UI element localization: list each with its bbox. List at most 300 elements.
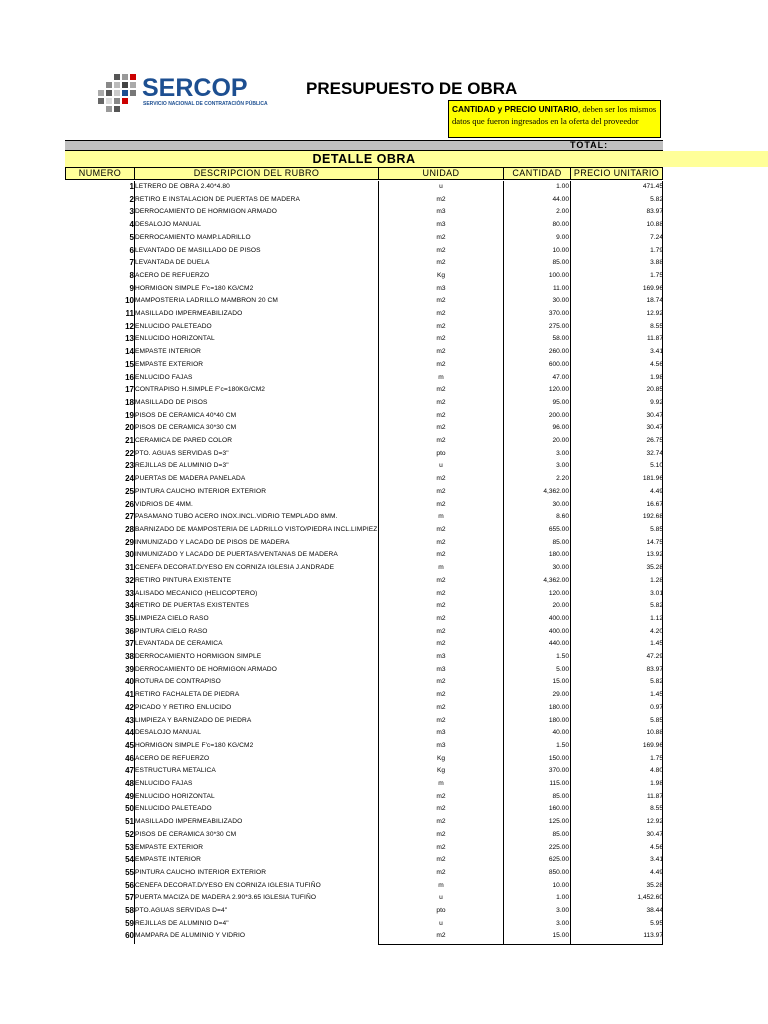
table-row: [65, 918, 663, 931]
row-number: 30: [125, 550, 134, 560]
row-unit-price: 9.92: [650, 398, 663, 406]
row-description: CENEFA DECORAT.D/YESO EN CORNIZA IGLESIA TUFIÑO: [135, 881, 321, 889]
row-description: HORMIGON SIMPLE F'c=180 KG/CM2: [135, 741, 254, 749]
row-number: 25: [125, 486, 134, 496]
row-unit-price: 5.85: [650, 525, 663, 533]
row-unit-price: 11.87: [646, 335, 663, 343]
row-unit: m2: [436, 716, 446, 724]
row-unit-price: 4.49: [650, 487, 663, 495]
row-quantity: 225.00: [548, 843, 569, 851]
row-description: ENLUCIDO HORIZONTAL: [135, 792, 215, 800]
row-unit: m2: [436, 538, 446, 546]
table-row: [65, 588, 663, 601]
row-unit: m: [438, 780, 444, 788]
table-row: [65, 765, 663, 778]
row-unit-price: 7.24: [650, 233, 663, 241]
row-description: DERROCAMIENTO DE HORMIGON ARMADO: [135, 665, 277, 673]
row-unit-price: 1.28: [650, 576, 663, 584]
table-row: [65, 613, 663, 626]
row-description: MAMPOSTERIA LADRILLO MAMBRON 20 CM: [135, 297, 278, 305]
row-number: 27: [125, 512, 134, 522]
row-unit-price: 26.75: [646, 437, 663, 445]
table-row: [65, 715, 663, 728]
row-unit: m2: [436, 856, 446, 864]
table-row: [65, 829, 663, 842]
row-description: PTO.AGUAS SERVIDAS D=4": [135, 907, 228, 915]
table-row: [65, 575, 663, 588]
row-quantity: 10.00: [552, 246, 569, 254]
row-quantity: 625.00: [548, 856, 569, 864]
row-quantity: 1.50: [556, 741, 569, 749]
row-description: BARNIZADO DE MAMPOSTERIA DE LADRILLO VISTO/PIEDRA INCL.LIMPIEZ: [135, 525, 378, 533]
row-quantity: 655.00: [548, 525, 569, 533]
row-quantity: 96.00: [552, 424, 569, 432]
row-quantity: 15.00: [552, 932, 569, 940]
table-row: [65, 778, 663, 791]
header-precio: PRECIO UNITARIO: [570, 167, 663, 180]
table-row: [65, 206, 663, 219]
row-unit: pto: [436, 907, 446, 915]
row-unit: m2: [436, 195, 446, 203]
row-unit: m2: [436, 576, 446, 584]
table-row: [65, 295, 663, 308]
row-unit-price: 18.74: [646, 297, 663, 305]
table-row: [65, 892, 663, 905]
row-unit: m2: [436, 487, 446, 495]
table-row: [65, 791, 663, 804]
row-number: 60: [125, 931, 134, 941]
row-quantity: 180.00: [548, 551, 569, 559]
row-quantity: 47.00: [552, 373, 569, 381]
row-number: 1: [129, 182, 134, 191]
row-quantity: 30.00: [552, 564, 569, 572]
row-unit: Kg: [436, 271, 446, 279]
row-quantity: 150.00: [548, 754, 569, 762]
table-row: [65, 600, 663, 613]
row-description: CONTRAPISO H.SIMPLE F'c=180KG/CM2: [135, 386, 266, 394]
row-unit: m2: [436, 310, 446, 318]
row-description: ENLUCIDO HORIZONTAL: [135, 335, 215, 343]
row-unit-price: 1.98: [650, 780, 663, 788]
row-quantity: 125.00: [548, 818, 569, 826]
row-description: DESALOJO MANUAL: [135, 729, 201, 737]
row-quantity: 180.00: [548, 716, 569, 724]
row-unit-price: 3.41: [650, 348, 663, 356]
row-unit-price: 4.80: [650, 767, 663, 775]
row-number: 35: [125, 613, 134, 623]
table-row: [65, 270, 663, 283]
row-unit: m2: [436, 475, 446, 483]
table-row: [65, 308, 663, 321]
row-quantity: 40.00: [552, 729, 569, 737]
row-description: DESALOJO MANUAL: [135, 221, 201, 229]
row-unit-price: 38.44: [646, 907, 663, 915]
row-number: 45: [125, 740, 134, 750]
table-row: [65, 740, 663, 753]
row-unit: m2: [436, 843, 446, 851]
row-quantity: 120.00: [548, 386, 569, 394]
row-description: MASILLADO DE PISOS: [135, 398, 208, 406]
row-quantity: 85.00: [552, 792, 569, 800]
row-quantity: 400.00: [548, 614, 569, 622]
row-unit: m3: [436, 221, 446, 229]
row-description: RETIRO PINTURA EXISTENTE: [135, 576, 232, 584]
row-number: 47: [125, 766, 134, 776]
logo-wordmark: SERCOP: [142, 74, 248, 102]
row-quantity: 11.00: [552, 284, 569, 292]
row-number: 21: [125, 436, 134, 446]
row-unit: m2: [436, 297, 446, 305]
row-unit: m2: [436, 437, 446, 445]
row-number: 37: [125, 639, 134, 649]
table-row: [65, 816, 663, 829]
row-quantity: 1.50: [556, 653, 569, 661]
table-row: [65, 219, 663, 232]
row-quantity: 100.00: [548, 271, 569, 279]
row-unit-price: 3.01: [650, 589, 663, 597]
row-unit: m2: [436, 500, 446, 508]
row-quantity: 200.00: [548, 411, 569, 419]
row-unit: m2: [436, 259, 446, 267]
instruction-note: [448, 100, 661, 138]
row-unit: Kg: [436, 767, 446, 775]
row-unit: m2: [436, 322, 446, 330]
row-unit: m2: [436, 602, 446, 610]
row-number: 22: [125, 448, 134, 458]
row-description: LEVANTADA DE CERAMICA: [135, 640, 223, 648]
row-quantity: 3.00: [556, 449, 569, 457]
table-row: [65, 486, 663, 499]
row-quantity: 85.00: [552, 259, 569, 267]
row-description: CERAMICA DE PARED COLOR: [135, 437, 233, 445]
row-number: 40: [125, 677, 134, 687]
row-unit-price: 5.82: [650, 602, 663, 610]
table-row: [65, 283, 663, 296]
row-unit-price: 1,452.60: [637, 894, 663, 902]
row-number: 50: [125, 804, 134, 814]
row-description: INMUNIZADO Y LACADO DE PISOS DE MADERA: [135, 538, 290, 546]
row-quantity: 44.00: [552, 195, 569, 203]
table-row: [65, 664, 663, 677]
header-numero: NUMERO: [65, 167, 135, 180]
row-unit: m2: [436, 703, 446, 711]
row-description: PISOS DE CERAMICA 30*30 CM: [135, 830, 237, 838]
row-description: ENLUCIDO FAJAS: [135, 780, 193, 788]
row-number: 51: [125, 817, 134, 827]
row-unit-price: 1.45: [650, 691, 663, 699]
row-unit-price: 169.96: [642, 741, 663, 749]
row-number: 2: [129, 194, 134, 204]
logo-subtitle: SERVICIO NACIONAL DE CONTRATACIÓN PÚBLICA: [143, 101, 268, 107]
row-number: 41: [125, 690, 134, 700]
table-row: [65, 727, 663, 740]
table-row: [65, 194, 663, 207]
row-quantity: 5.00: [556, 665, 569, 673]
row-number: 52: [125, 829, 134, 839]
row-description: PUERTAS DE MADERA PANELADA: [135, 475, 246, 483]
table-row: [65, 930, 663, 943]
row-unit-price: 5.82: [650, 195, 663, 203]
table-row: [65, 359, 663, 372]
row-description: RETIRO FACHALETA DE PIEDRA: [135, 691, 240, 699]
row-quantity: 10.00: [552, 881, 569, 889]
note-bold-text: CANTIDAD y PRECIO UNITARIO: [452, 104, 579, 114]
row-unit-price: 11.87: [646, 792, 663, 800]
row-unit: m3: [436, 284, 446, 292]
row-description: ENLUCIDO PALETEADO: [135, 805, 212, 813]
row-unit-price: 13.92: [646, 551, 663, 559]
row-unit-price: 32.74: [646, 449, 663, 457]
row-unit-price: 5.10: [650, 462, 663, 470]
row-unit: m2: [436, 386, 446, 394]
row-number: 54: [125, 855, 134, 865]
row-unit-price: 8.55: [650, 805, 663, 813]
row-unit-price: 1.98: [650, 373, 663, 381]
row-quantity: 1.00: [556, 183, 569, 190]
row-number: 39: [125, 664, 134, 674]
row-number: 13: [125, 334, 134, 344]
row-unit-price: 14.75: [646, 538, 663, 546]
row-quantity: 370.00: [548, 310, 569, 318]
row-description: MASILLADO IMPERMEABILIZADO: [135, 310, 243, 318]
row-unit: m2: [436, 525, 446, 533]
row-quantity: 1.00: [556, 894, 569, 902]
row-quantity: 370.00: [548, 767, 569, 775]
row-unit: m2: [436, 233, 446, 241]
sercop-logo: [96, 74, 268, 114]
row-description: REJILLAS DE ALUMINIO D=3": [135, 462, 229, 470]
table-row: [65, 384, 663, 397]
row-description: PINTURA CAUCHO INTERIOR EXTERIOR: [135, 487, 267, 495]
row-quantity: 4,362.00: [543, 576, 569, 584]
row-unit: m2: [436, 348, 446, 356]
row-unit: u: [439, 919, 443, 927]
row-unit-price: 12.92: [646, 310, 663, 318]
row-number: 34: [125, 601, 134, 611]
row-unit-price: 1.75: [650, 754, 663, 762]
row-number: 48: [125, 779, 134, 789]
row-number: 38: [125, 652, 134, 662]
table-row: [65, 689, 663, 702]
row-description: PUERTA MACIZA DE MADERA 2.90*3.65 IGLESIA TUFIÑO: [135, 894, 317, 902]
row-unit: m2: [436, 589, 446, 597]
row-unit: m2: [436, 818, 446, 826]
row-unit-price: 1.45: [650, 640, 663, 648]
row-quantity: 115.00: [549, 780, 569, 788]
table-row: [65, 537, 663, 550]
row-number: 16: [125, 372, 134, 382]
row-number: 43: [125, 715, 134, 725]
table-row: [65, 562, 663, 575]
row-unit-price: 181.96: [642, 475, 663, 483]
row-quantity: 850.00: [548, 868, 569, 876]
row-quantity: 29.00: [552, 691, 569, 699]
row-number: 6: [129, 245, 134, 255]
row-quantity: 3.00: [556, 919, 569, 927]
table-row: [65, 257, 663, 270]
row-number: 31: [125, 563, 134, 573]
table-row: [65, 346, 663, 359]
row-number: 58: [125, 906, 134, 916]
row-unit: m2: [436, 551, 446, 559]
row-number: 49: [125, 791, 134, 801]
row-number: 20: [125, 423, 134, 433]
table-row: [65, 803, 663, 816]
row-unit: m2: [436, 246, 446, 254]
header-unidad: UNIDAD: [378, 167, 504, 180]
row-number: 28: [125, 524, 134, 534]
row-unit: m2: [436, 691, 446, 699]
row-unit-price: 4.49: [650, 868, 663, 876]
table-row: [65, 842, 663, 855]
row-number: 56: [125, 880, 134, 890]
row-unit-price: 1.79: [650, 246, 663, 254]
row-unit: m: [438, 881, 444, 889]
row-description: PINTURA CAUCHO INTERIOR EXTERIOR: [135, 868, 267, 876]
row-quantity: 160.00: [548, 805, 569, 813]
row-unit: m2: [436, 614, 446, 622]
row-number: 23: [125, 461, 134, 471]
table-row: [65, 867, 663, 880]
row-description: HORMIGON SIMPLE F'c=180 KG/CM2: [135, 284, 254, 292]
table-row: [65, 435, 663, 448]
row-unit: u: [439, 183, 443, 190]
row-description: PICADO Y RETIRO ENLUCIDO: [135, 703, 232, 711]
row-number: 59: [125, 918, 134, 928]
row-number: 3: [129, 207, 134, 217]
row-number: 24: [125, 474, 134, 484]
section-title: DETALLE OBRA: [312, 152, 416, 166]
row-unit: m2: [436, 932, 446, 940]
row-description: PISOS DE CERAMICA 40*40 CM: [135, 411, 237, 419]
row-number: 19: [125, 410, 134, 420]
row-quantity: 3.00: [556, 907, 569, 915]
row-unit: m: [438, 373, 444, 381]
row-unit-price: 10.88: [646, 221, 663, 229]
table-row: [65, 473, 663, 486]
row-quantity: 4,362.00: [543, 487, 569, 495]
row-number: 7: [129, 258, 134, 268]
row-number: 36: [125, 626, 134, 636]
table-row: [65, 499, 663, 512]
row-unit-price: 4.56: [650, 843, 663, 851]
table-bottom-border: [378, 944, 663, 945]
row-unit: m2: [436, 411, 446, 419]
row-description: LIMPIEZA CIELO RASO: [135, 614, 209, 622]
row-unit-price: 192.68: [642, 513, 663, 521]
row-description: EMPASTE EXTERIOR: [135, 360, 204, 368]
row-quantity: 400.00: [548, 627, 569, 635]
row-description: MASILLADO IMPERMEABILIZADO: [135, 818, 243, 826]
row-unit: m: [438, 513, 444, 521]
row-description: PISOS DE CERAMICA 30*30 CM: [135, 424, 237, 432]
row-unit: m2: [436, 792, 446, 800]
table-row: [65, 448, 663, 461]
row-quantity: 20.00: [552, 602, 569, 610]
row-description: EMPASTE INTERIOR: [135, 856, 201, 864]
table-row: [65, 638, 663, 651]
row-unit-price: 83.97: [646, 208, 663, 216]
table-row: [65, 410, 663, 423]
row-unit-price: 471.45: [642, 183, 663, 190]
row-quantity: 9.00: [556, 233, 569, 241]
row-description: RETIRO DE PUERTAS EXISTENTES: [135, 602, 249, 610]
row-unit: m3: [436, 741, 446, 749]
row-description: ENLUCIDO FAJAS: [135, 373, 193, 381]
row-quantity: 15.00: [552, 678, 569, 686]
row-quantity: 95.00: [552, 398, 569, 406]
table-row: [65, 880, 663, 893]
row-description: LETRERO DE OBRA 2.40*4.80: [135, 183, 230, 190]
row-unit-price: 3.88: [650, 259, 663, 267]
row-unit-price: 35.28: [646, 564, 663, 572]
row-number: 17: [125, 385, 134, 395]
header-cantidad: CANTIDAD: [503, 167, 571, 180]
row-number: 44: [125, 728, 134, 738]
row-description: INMUNIZADO Y LACADO DE PUERTAS/VENTANAS DE MADERA: [135, 551, 338, 559]
row-description: ACERO DE REFUERZO: [135, 754, 210, 762]
row-number: 33: [125, 588, 134, 598]
table-row: [65, 753, 663, 766]
row-quantity: 600.00: [548, 360, 569, 368]
row-description: PASAMANO TUBO ACERO INOX.INCL.VIDRIO TEMPLADO 8MM.: [135, 513, 338, 521]
row-description: DERROCAMIENTO MAMP.LADRILLO: [135, 233, 251, 241]
row-unit-price: 10.88: [646, 729, 663, 737]
logo-mosaic-icon: [96, 74, 144, 112]
row-unit-price: 0.97: [650, 703, 663, 711]
row-number: 14: [125, 347, 134, 357]
row-quantity: 275.00: [548, 322, 569, 330]
row-description: PINTURA CIELO RASO: [135, 627, 208, 635]
row-number: 4: [129, 220, 134, 230]
row-number: 46: [125, 753, 134, 763]
row-description: EMPASTE INTERIOR: [135, 348, 201, 356]
row-unit: m2: [436, 424, 446, 432]
row-unit-price: 5.95: [650, 919, 663, 927]
row-description: REJILLAS DE ALUMINIO D=4": [135, 919, 229, 927]
row-unit-price: 12.92: [646, 818, 663, 826]
row-number: 8: [129, 270, 134, 280]
row-number: 10: [125, 296, 134, 306]
row-number: 26: [125, 499, 134, 509]
row-number: 5: [129, 232, 134, 242]
table-row: [65, 549, 663, 562]
row-unit: u: [439, 462, 443, 470]
row-unit: m2: [436, 640, 446, 648]
row-description: MAMPARA DE ALUMINIO Y VIDRIO: [135, 932, 246, 940]
row-description: PTO. AGUAS SERVIDAS D=3": [135, 449, 229, 457]
row-unit: m3: [436, 208, 446, 216]
row-unit: m3: [436, 665, 446, 673]
row-unit-price: 35.28: [646, 881, 663, 889]
row-unit-price: 3.41: [650, 856, 663, 864]
row-unit: m2: [436, 678, 446, 686]
row-unit: m2: [436, 805, 446, 813]
row-unit: Kg: [436, 754, 446, 762]
header-descripcion: DESCRIPCION DEL RUBRO: [134, 167, 379, 180]
row-description: DERROCAMIENTO DE HORMIGON ARMADO: [135, 208, 277, 216]
row-number: 29: [125, 537, 134, 547]
row-description: DERROCAMIENTO HORMIGON SIMPLE: [135, 653, 262, 661]
row-quantity: 3.00: [556, 462, 569, 470]
row-number: 55: [125, 867, 134, 877]
row-description: ESTRUCTURA METALICA: [135, 767, 216, 775]
row-unit: m2: [436, 627, 446, 635]
row-description: ENLUCIDO PALETEADO: [135, 322, 212, 330]
row-description: VIDRIOS DE 4MM.: [135, 500, 193, 508]
row-unit-price: 16.67: [646, 500, 663, 508]
row-unit: m2: [436, 335, 446, 343]
